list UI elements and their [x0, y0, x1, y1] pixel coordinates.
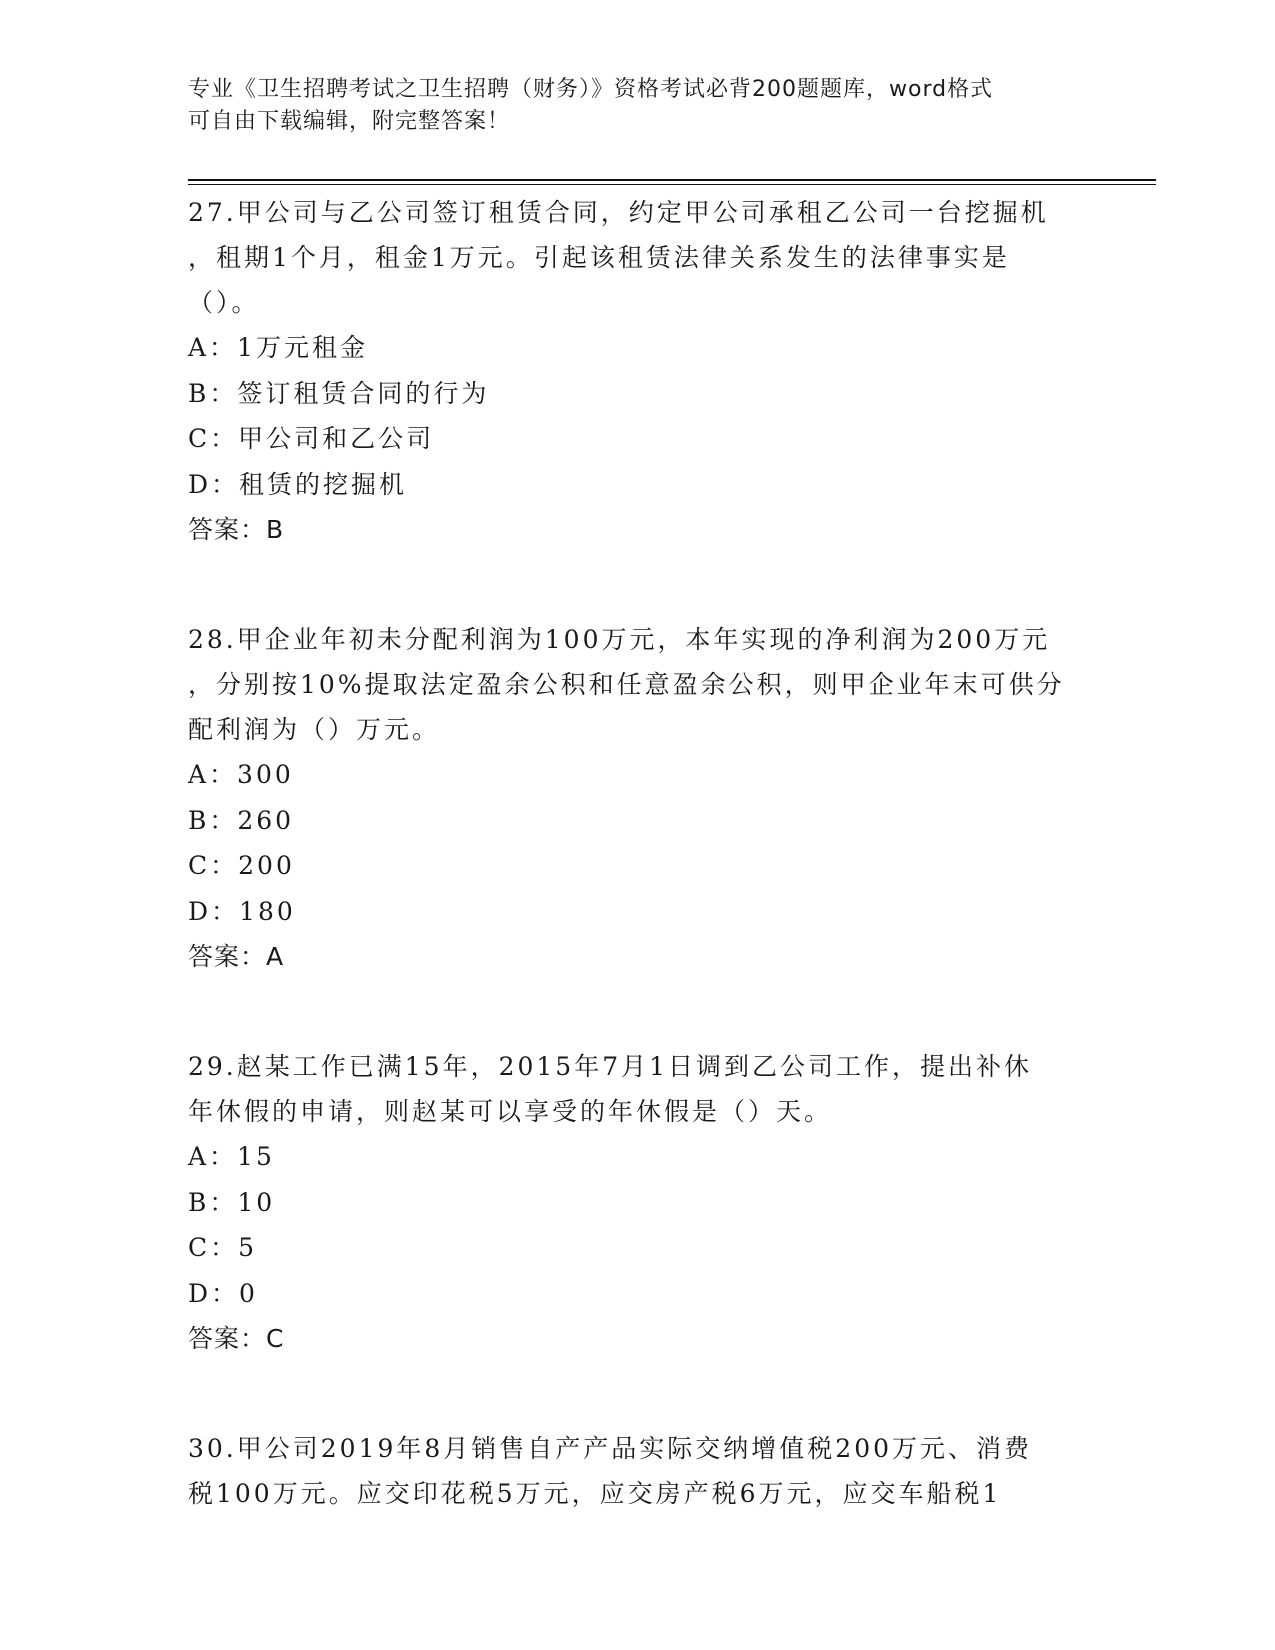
answer-line: 答案：C: [188, 1324, 285, 1353]
answer-line: 答案：A: [188, 942, 285, 971]
question-stem-line: ，租期1个月，租金1万元。引起该租赁法律关系发生的法律事实是: [188, 243, 1010, 272]
question-29: [188, 1044, 1088, 1361]
option-b: B：10: [188, 1187, 276, 1217]
option-d: D：180: [188, 896, 296, 926]
question-stem-line: （）。: [188, 288, 260, 317]
question-stem-line: 29.赵某工作已满15年，2015年7月1日调到乙公司工作，提出补休: [188, 1052, 1033, 1081]
header-line-2: 可自由下载编辑，附完整答案！: [188, 109, 511, 134]
question-stem-line: 27.甲公司与乙公司签订租赁合同，约定甲公司承租乙公司一台挖掘机: [188, 198, 1049, 227]
option-b: B：签订租赁合同的行为: [188, 378, 490, 408]
question-stem-line: 年休假的申请，则赵某可以享受的年休假是（）天。: [188, 1097, 833, 1126]
question-27: [188, 190, 1088, 552]
question-spacer: [188, 1361, 1088, 1426]
option-c: C：5: [188, 1233, 258, 1262]
header-divider-thick: [188, 179, 1156, 181]
question-stem-line: 配利润为（）万元。: [188, 715, 441, 744]
option-a: A：15: [188, 1142, 275, 1171]
question-spacer: [188, 552, 1088, 617]
option-c: C：200: [188, 851, 295, 880]
option-a: A：1万元租金: [188, 333, 368, 362]
question-stem-line: ，分别按10%提取法定盈余公积和任意盈余公积，则甲企业年末可供分: [188, 670, 1065, 699]
question-30: [188, 1426, 1088, 1516]
question-spacer: [188, 979, 1088, 1044]
question-stem-line: 30.甲公司2019年8月销售自产产品实际交纳增值税200万元、消费: [188, 1434, 1033, 1463]
header-line-1: 专业《卫生招聘考试之卫生招聘（财务）》资格考试必背200题题库，word格式: [188, 77, 994, 102]
question-list: [188, 190, 1088, 1516]
document-header: [188, 74, 1068, 138]
question-28: [188, 617, 1088, 979]
answer-line: 答案：B: [188, 515, 285, 544]
option-b: B：260: [188, 805, 295, 835]
option-d: D：租赁的挖掘机: [188, 469, 408, 499]
header-divider-thin: [188, 184, 1156, 185]
option-c: C：甲公司和乙公司: [188, 424, 435, 453]
option-d: D：0: [188, 1278, 258, 1308]
question-stem-line: 28.甲企业年初未分配利润为100万元，本年实现的净利润为200万元: [188, 625, 1051, 654]
question-stem-line: 税100万元。应交印花税5万元，应交房产税6万元，应交车船税1: [188, 1479, 1002, 1508]
option-a: A：300: [188, 760, 294, 789]
